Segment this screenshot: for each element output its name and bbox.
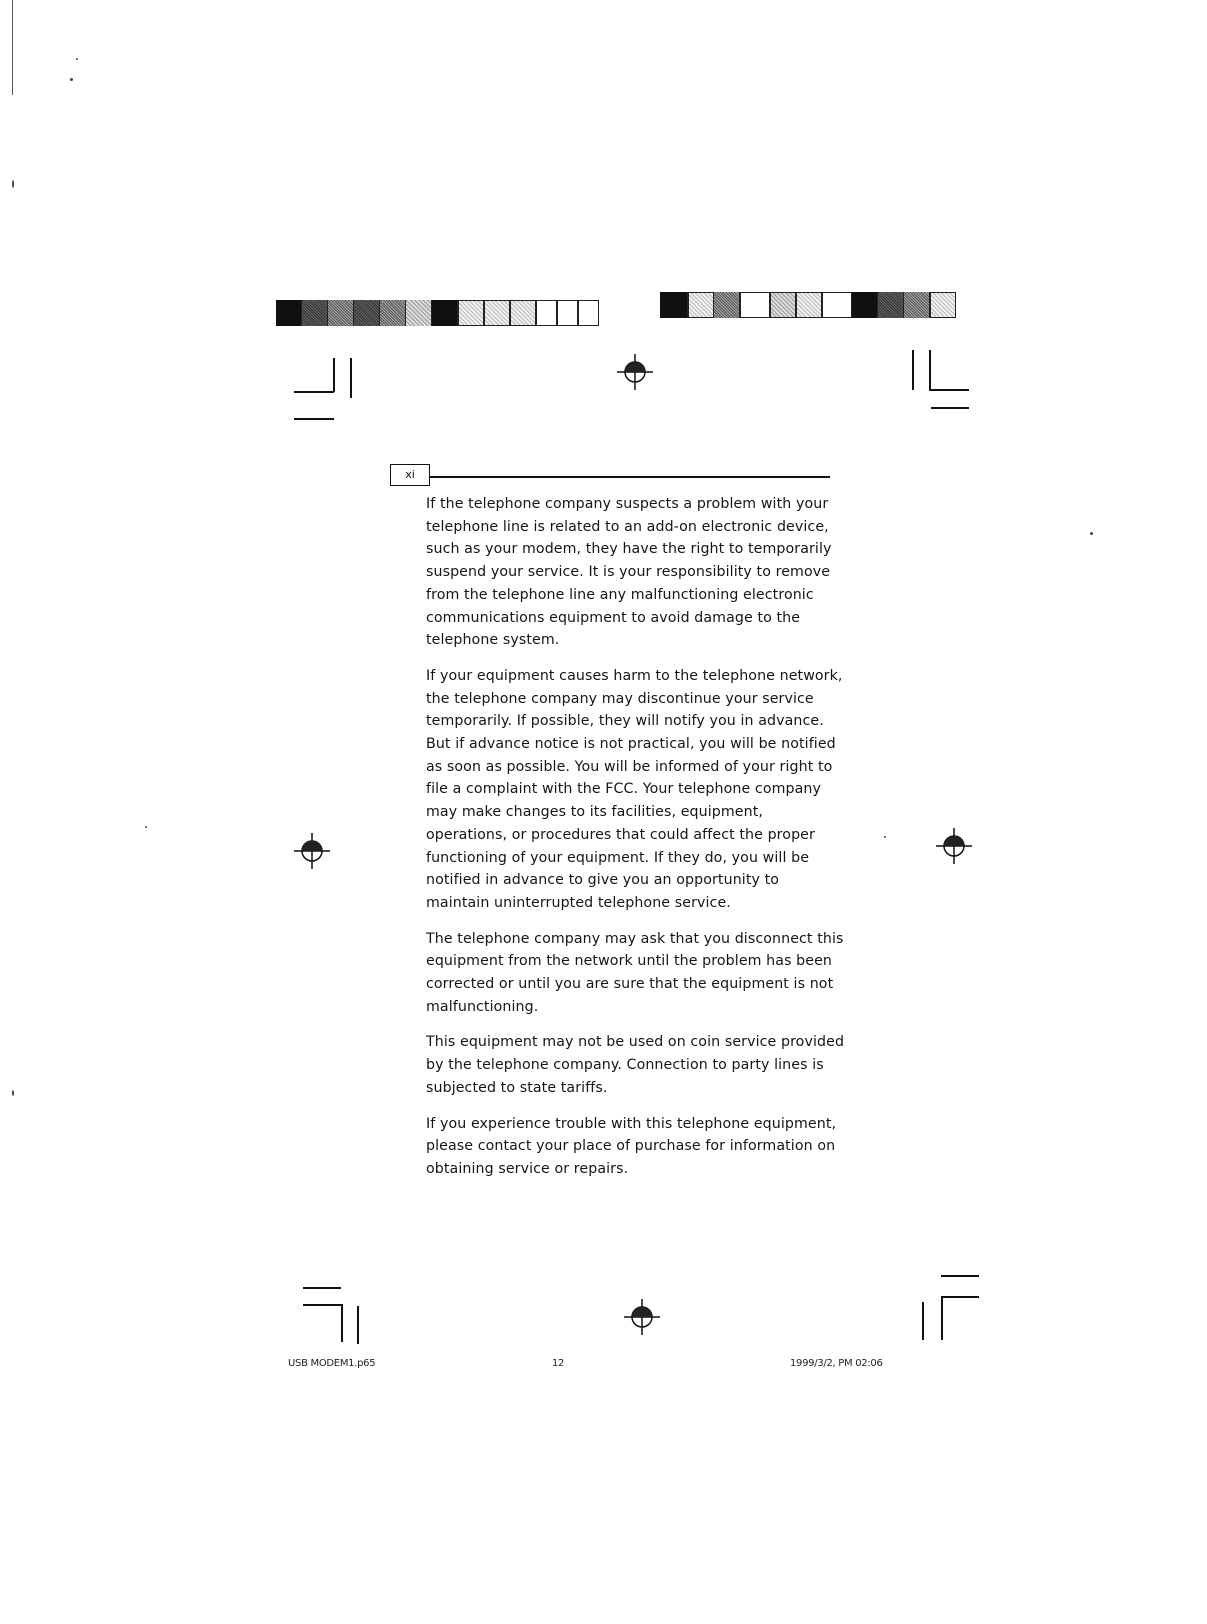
scan-speck: [884, 836, 886, 838]
registration-mark-icon: [615, 352, 655, 392]
crop-mark-bottom-right-v2: [941, 1296, 943, 1340]
crop-mark-top-right-v2: [929, 350, 931, 390]
body-text: [426, 493, 846, 1194]
scan-speck: [76, 58, 78, 60]
crop-mark-top-left-v: [333, 358, 335, 392]
paragraph-1: If the telephone company suspects a problem with your telephone line is related to an add-on electronic device, such as your modem, they have the right to temporarily suspend your service. It is your responsibility to remove from the telephone line any malfunctioning electronic communications equipment to avoid damage to the telephone system.: [426, 496, 832, 649]
footer-page-number: 12: [552, 1358, 565, 1369]
scan-speck: [145, 826, 147, 828]
footer-timestamp: 1999/3/2, PM 02:06: [790, 1358, 883, 1369]
crop-mark-bottom-left-h: [303, 1287, 341, 1289]
registration-mark-icon: [292, 831, 332, 871]
crop-mark-top-left-h: [294, 391, 334, 393]
crop-mark-top-left-v2: [350, 358, 352, 398]
crop-mark-bottom-right-h: [941, 1275, 979, 1277]
registration-mark-icon: [934, 826, 974, 866]
paragraph-3: The telephone company may ask that you disconnect this equipment from the network until the problem has been corrected or until you are sure that the equipment is not malfunctioning.: [426, 930, 844, 1015]
scan-speck: [1090, 532, 1093, 535]
registration-mark-icon: [622, 1297, 662, 1337]
scan-edge-mark: [12, 0, 13, 95]
paragraph-2: If your equipment causes harm to the telephone network, the telephone company may discontinue your service temporarily. If possible, they will notify you in advance. But if advance notice is not practical, you will be notified as soon as possible. You will be informed of your right to file a complaint with the FCC. Your telephone company may make changes to its facilities, equipment, operations, or procedures that could affect the proper functioning of your equipment. If they do, you will be notified in advance to give you an opportunity to maintain uninterrupted telephone service.: [426, 667, 843, 911]
page-number-label: xi: [390, 464, 430, 486]
scan-speck: [12, 180, 14, 188]
crop-mark-top-right-h: [929, 389, 969, 391]
crop-mark-bottom-left-v: [341, 1304, 343, 1342]
crop-mark-bottom-left-v2: [357, 1306, 359, 1344]
scan-speck: [70, 78, 73, 81]
paragraph-4: This equipment may not be used on coin service provided by the telephone company. Connection to party lines is subjected to state tariffs.: [426, 1034, 845, 1096]
footer-filename: USB MODEM1.p65: [288, 1358, 376, 1369]
crop-mark-top-right-v: [912, 350, 914, 390]
scan-speck: [12, 1090, 14, 1096]
paragraph-5: If you experience trouble with this telephone equipment, please contact your place of purchase for information on obtaining service or repairs.: [426, 1115, 837, 1177]
crop-mark-bottom-left-h2: [303, 1304, 341, 1306]
color-calibration-bar-right: [660, 292, 980, 318]
color-calibration-bar-left: [276, 300, 599, 326]
crop-mark-top-right-h2: [931, 407, 969, 409]
crop-mark-top-left-h2: [294, 418, 334, 420]
header-rule: [430, 476, 830, 478]
crop-mark-bottom-right-h2: [941, 1296, 979, 1298]
crop-mark-bottom-right-v: [922, 1302, 924, 1340]
